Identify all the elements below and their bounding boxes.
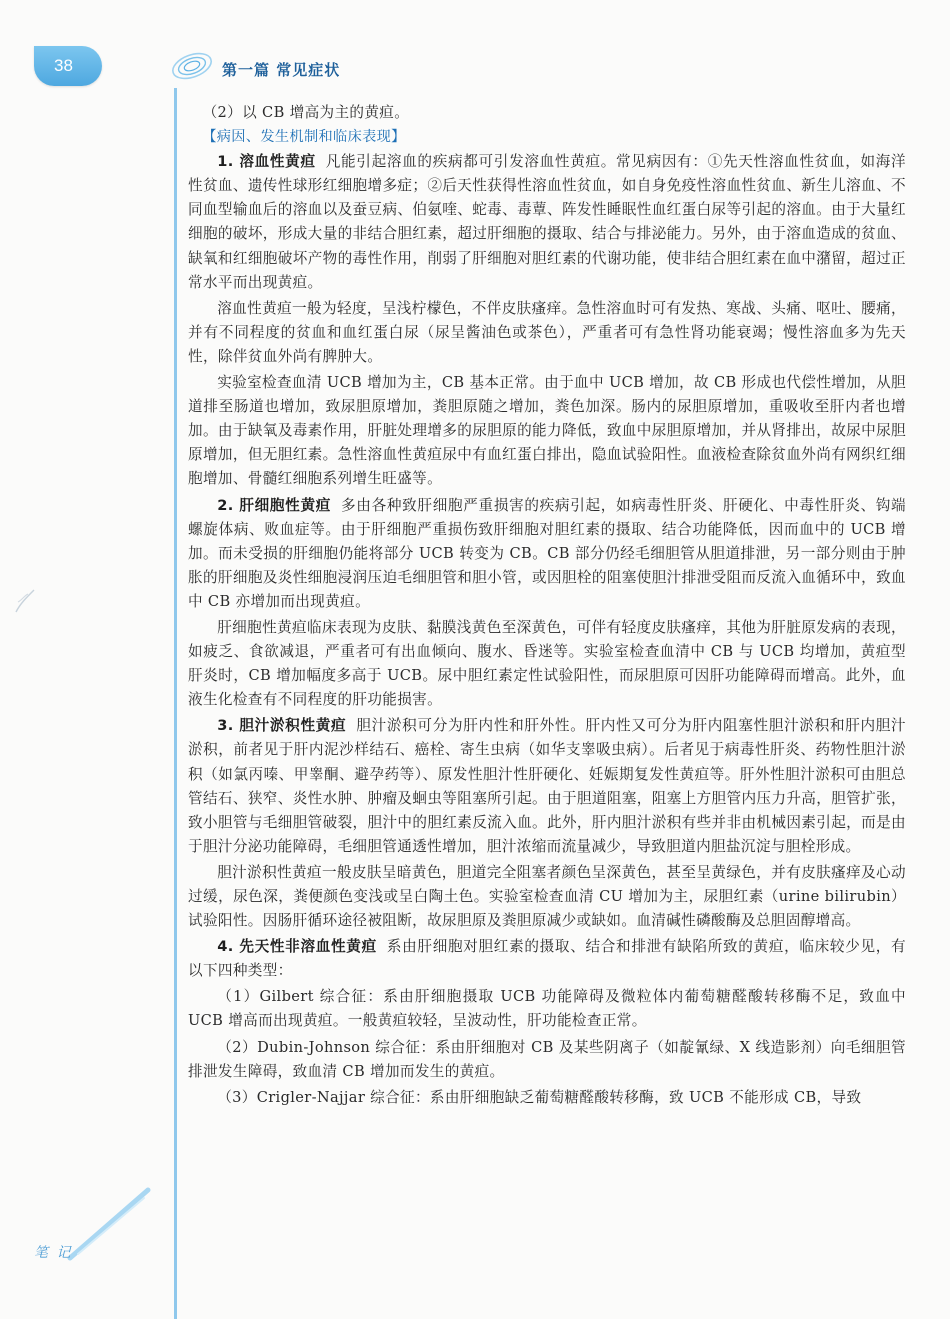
list-item-cb: （2）以 CB 增高为主的黄疸。 <box>202 104 410 121</box>
subsection-title-congenital: 4. 先天性非溶血性黄疸 <box>217 938 377 956</box>
main-text <box>188 101 906 1110</box>
subsection-title-cholestatic: 3. 胆汁淤积性黄疸 <box>217 717 347 735</box>
page-number-tab <box>34 46 102 86</box>
swirl-logo-icon <box>168 44 216 84</box>
pen-stroke-icon <box>64 1184 154 1264</box>
paragraph-hemolytic-lab: 实验室检查血清 UCB 增加为主，CB 基本正常。由于血中 UCB 增加，故 CB 形成也代偿性增加，从胆道排至肠道也增加，致尿胆原增加，粪胆原随之增加，粪色加深。肠内的尿胆原增加，重吸收至肝内者也增加。由于缺氧及毒素作用，肝脏处理增多的尿胆原的能力降低，致血中尿胆原增加，并从肾排出，故尿中尿胆原增加，但无胆红素。急性溶血性黄疸尿中有血红蛋白排出，隐血试验阳性。血液检查除贫血外尚有网织红细胞增加、骨髓红细胞系列增生旺盛等。 <box>188 374 906 488</box>
subsection-title-hemolytic: 1. 溶血性黄疸 <box>217 153 316 171</box>
paragraph-hepatocellular <box>188 494 906 614</box>
page-number: 38 <box>54 56 73 75</box>
margin-rule <box>174 88 177 1319</box>
list-item-dubin-johnson: （2）Dubin-Johnson 综合征：系由肝细胞对 CB 及某些阴离子（如靛氰绿、X 线造影剂）向毛细胆管排泄发生障碍，致血清 CB 增加而发生的黄疸。 <box>188 1038 906 1080</box>
section-heading: 【病因、发生机制和临床表现】 <box>202 129 406 146</box>
paragraph-text: 胆汁淤积可分为肝内性和肝外性。肝内性又可分为肝内阻塞性胆汁淤积和肝内胆汁淤积，前者见于肝内泥沙样结石、癌栓、寄生虫病（如华支睾吸虫病）。后者见于病毒性肝炎、药物性胆汁淤积（如氯丙嗪、甲睾酮、避孕药等）、原发性胆汁性肝硬化、妊娠期复发性黄疸等。肝外性胆汁淤积可由胆总管结石、狭窄、炎性水肿、肿瘤及蛔虫等阻塞所引起。由于胆道阻塞，阻塞上方胆管内压力升高，胆管扩张，致小胆管与毛细胆管破裂，胆汁中的胆红素反流入血。此外，肝内胆汁淤积有些并非由机械因素引起，而是由于胆汁分泌功能障碍，毛细胆管通透性增加，胆汁浓缩而流量减少，导致胆道内胆盐沉淀与胆栓形成。 <box>188 717 907 855</box>
paragraph-congenital <box>188 935 906 983</box>
paragraph-text: 多由各种致肝细胞严重损害的疾病引起，如病毒性肝炎、肝硬化、中毒性肝炎、钩端螺旋体病、败血症等。由于肝细胞严重损伤致肝细胞对胆红素的摄取、结合功能降低，因而血中的 UCB 增加。而未受损的肝细胞仍能将部分 UCB 转变为 CB。CB 部分仍经毛细胆管从胆道排泄，另一部分则由于肿胀的肝细胞及炎性细胞浸润压迫毛细胆管和胆小管，或因胆栓的阻塞使胆汁排泄受阻而反流入血循环中，致血中 CB 亦增加而出现黄疸。 <box>188 496 907 610</box>
list-item-crigler-najjar: （3）Crigler-Najjar 综合征：系由肝细胞缺乏葡萄糖醛酸转移酶，致 UCB 不能形成 CB，导致 <box>217 1088 862 1106</box>
list-item-gilbert: （1）Gilbert 综合征：系由肝细胞摄取 UCB 功能障碍及微粒体内葡萄糖醛酸转移酶不足，致血中 UCB 增高而出现黄疸。一般黄疸较轻，呈波动性，肝功能检查正常。 <box>188 988 906 1030</box>
paragraph-text: 系由肝细胞对胆红素的摄取、结合和排泄有缺陷所致的黄疸，临床较少见，有以下四种类型： <box>188 938 906 980</box>
paragraph-cholestatic-clinical: 胆汁淤积性黄疸一般皮肤呈暗黄色，胆道完全阻塞者颜色呈深黄色，甚至呈黄绿色，并有皮肤瘙痒及心动过缓，尿色深，粪便颜色变浅或呈白陶土色。实验室检查血清 CU 增加为主，尿胆红素（urine bilirubin）试验阳性。因肠肝循环途径被阻断，故尿胆原及粪胆原减少或缺如。血清碱性磷酸酶及总胆固醇增高。 <box>188 863 906 930</box>
chapter-title: 第一篇 常见症状 <box>222 61 341 79</box>
paragraph-hemolytic <box>188 150 906 295</box>
pencil-mark-icon <box>12 586 38 616</box>
subsection-title-hepatocellular: 2. 肝细胞性黄疸 <box>217 496 332 514</box>
paragraph-cholestatic <box>188 714 906 859</box>
paragraph-hemolytic-clinical: 溶血性黄疸一般为轻度，呈浅柠檬色，不伴皮肤瘙痒。急性溶血时可有发热、寒战、头痛、呕吐、腰痛，并有不同程度的贫血和血红蛋白尿（尿呈酱油色或茶色），严重者可有急性肾功能衰竭；慢性溶血多为先天性，除伴贫血外尚有脾肿大。 <box>188 299 906 365</box>
paragraph-text: 凡能引起溶血的疾病都可引发溶血性黄疸。常见病因有：①先天性溶血性贫血，如海洋性贫血、遗传性球形红细胞增多症；②后天性获得性溶血性贫血，如自身免疫性溶血性贫血、新生儿溶血、不同血型输血后的溶血以及蚕豆病、伯氨喹、蛇毒、毒蕈、阵发性睡眠性血红蛋白尿等引起的溶血。由于大量红细胞的破坏，形成大量的非结合胆红素，超过肝细胞的摄取、结合与排泌能力。另外，由于溶血造成的贫血、缺氧和红细胞破坏产物的毒性作用，削弱了肝细胞对胆红素的代谢功能，使非结合胆红素在血中潴留，超过正常水平而出现黄疸。 <box>188 153 906 291</box>
paragraph-hepatocellular-clinical: 肝细胞性黄疸临床表现为皮肤、黏膜浅黄色至深黄色，可伴有轻度皮肤瘙痒，其他为肝脏原发病的表现，如疲乏、食欲减退，严重者可有出血倾向、腹水、昏迷等。实验室检查血清中 CB 与 UCB 均增加，黄疸型肝炎时，CB 增加幅度多高于 UCB。尿中胆红素定性试验阳性，而尿胆原可因肝功能障碍而增高。此外，血液生化检查有不同程度的肝功能损害。 <box>188 618 906 709</box>
notes-label: 笔 记 <box>34 1245 73 1261</box>
